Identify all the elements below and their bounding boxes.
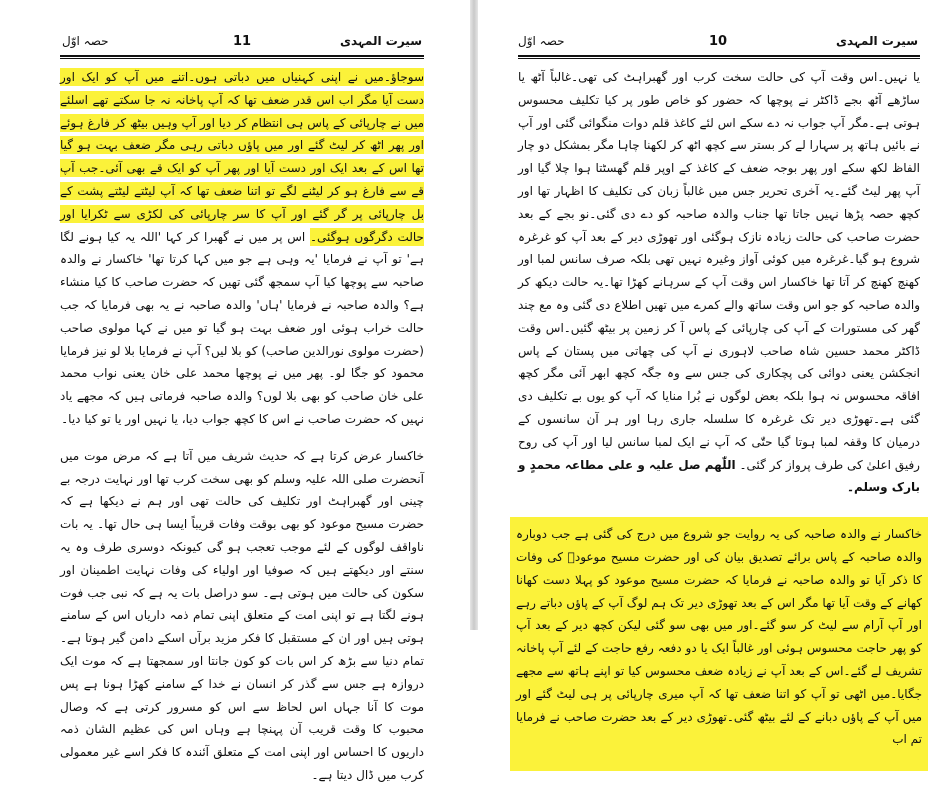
page-number: 10 — [708, 34, 728, 49]
header-rule — [60, 55, 424, 59]
paragraph — [518, 66, 920, 499]
highlighted-paragraph — [510, 517, 928, 771]
paragraph — [60, 66, 424, 431]
header-section-label: حصہ اوّل — [518, 34, 565, 48]
highlighted-text: خاکسار نے والدہ صاحبہ کی یہ روایت جو شروع میں درج کی گئی ہے جب دوبارہ والدہ صاحبہ کے پاس برائے تصدیق بیان کی اور حضرت مسیح موعودؑ کی وفات کا ذکر آیا تو والدہ صاحبہ نے فرمایا کہ حضرت مسیح موعود کو پہلا دست کھانا کھانے کے وقت آیا تھا مگر اس کے بعد تھوڑی دیر تک ہم لوگ آپ کے پاؤں دباتے رہے اور آپ آرام سے لیٹ کر سو گئے۔اور میں بھی سو گئی لیکن کچھ دیر کے بعد آپ کو پھر حاجت محسوس ہوئی اور غالباً ایک یا دو دفعہ رفع حاجت کے لئے آپ پاخانہ تشریف لے گئے۔اس کے بعد آپ نے زیادہ ضعف محسوس کیا تو اپنے ہاتھ سے مجھے جگایا۔میں اٹھی تو آپ کو اتنا ضعف تھا کہ آپ میری چارپائی پر ہی لیٹ گئے اور میں آپ کے پاؤں دبانے کے لئے بیٹھ گئی۔تھوڑی دیر کے بعد حضرت صاحب نے فرمایا تم اب — [516, 527, 922, 747]
page-number: 11 — [232, 34, 252, 49]
right-page — [478, 0, 942, 747]
closing-prayer: اللّٰھم صل علیہ و علی مطاعہ محمدٍ و بارک وسلم۔ — [518, 457, 920, 495]
paragraph-text: اس پر میں نے گھبرا کر کہا 'اللہ یہ کیا ہونے لگا ہے' تو آپ نے فرمایا 'یہ وہی ہے جو میں کہا کرتا تھا' خاکسار نے والدہ صاحبہ سے پوچھا کیا آپ سمجھ گئی تھیں کہ حضرت صاحب کا کیا منشاء ہے؟ والدہ صاحبہ نے فرمایا 'ہاں' والدہ صاحبہ نے یہ بھی فرمایا کہ جب حالت خراب ہوئی اور ضعف بہت ہو گیا تو میں نے کہا مولوی صاحب (حضرت مولوی نورالدین صاحب) کو بلا لیں؟ آپ نے فرمایا بلا لو نیز فرمایا محمود کو جگا لو۔ پھر میں نے پوچھا محمد علی خان یعنی نواب محمد علی خان صاحب کو بھی بلا لوں؟ والدہ صاحبہ فرماتی ہیں کہ مجھے یاد نہیں کہ حضرت صاحب نے اس کا کچھ جواب دیا، یا نہیں اور یا تو کیا دیا۔ — [60, 229, 424, 426]
paragraph-text: خاکسار عرض کرتا ہے کہ حدیث شریف میں آتا ہے کہ مرض موت میں آنحضرت صلی اللہ علیہ وسلم کو بھی سخت کرب تھا اور نہایت درجہ بے چینی اور گھبراہٹ اور تکلیف کی حالت تھی اور ہم نے دیکھا ہے کہ حضرت مسیح موعود کو بھی بوقت وفات قریباً ایسا ہی حال تھا۔ یہ بات ناواقف لوگوں کے لئے موجب تعجب ہو گی کیونکہ دوسری طرف وہ یہ سنتے اور دیکھتے ہیں کہ صوفیا اور اولیاء کی وفات نہایت اطمینان اور سکون کی حالت میں ہوتی ہے۔ سو دراصل بات یہ ہے کہ نبی جب فوت ہونے لگتا ہے تو اپنی امت کے متعلق اپنی تمام ذمہ داریاں اس کے سامنے ہوتی ہیں اور ان کے مستقبل کا فکر مزید برآں اسکے دامن گیر ہوتا ہے۔ تمام دنیا سے بڑھ کر اس بات کو کون جانتا اور سمجھتا ہے کہ موت ایک دروازہ ہے جس سے گذر کر انسان نے خدا کے سامنے کھڑا ہونا ہے پس موت کا آنا جہاں اس لحاظ سے اس کو مسرور کرتی ہے کہ وصال محبوب کا وقت قریب آن پہنچا ہے وہاں اس کی عظیم الشان ذمہ داریوں کا احساس اور اپنی امت کے متعلق آئندہ کا فکر اسے غیر معمولی کرب میں ڈال دیتا ہے۔ — [60, 448, 424, 782]
paragraph — [60, 445, 424, 787]
page-body — [60, 66, 424, 787]
header-section-label: حصہ اوّل — [62, 34, 109, 48]
page-body — [518, 66, 920, 771]
header-rule — [518, 55, 920, 59]
header-book-title: سیرت المہدی — [339, 34, 422, 48]
book-gutter — [470, 0, 478, 630]
page-header — [62, 34, 422, 54]
header-book-title: سیرت المہدی — [835, 34, 918, 48]
page-header — [518, 34, 918, 54]
highlighted-text: سوجاؤ۔میں نے اپنی کہنیاں میں دباتی ہوں۔اتنے میں آپ کو ایک اور دست آیا مگر اب اس قدر ضعف تھا کہ آپ پاخانہ نہ جا سکتے تھے اسلئے میں نے چارپائی کے پاس ہی انتظام کر دیا اور آپ وہیں بیٹھ کر فارغ ہوئے اور پھر اٹھ کر لیٹ گئے اور میں پاؤں دباتی رہی مگر ضعف بہت ہو گیا تھا اس کے بعد ایک اور دست آیا اور پھر آپ کو ایک قے بھی آئی۔جب آپ قے سے فارغ ہو کر لیٹنے لگے تو اتنا ضعف تھا کہ آپ لیٹتے لیٹتے پشت کے بل چارپائی پر گر گئے اور آپ کا سر چارپائی کی لکڑی سے ٹکرایا اور حالت دگرگوں ہوگئی۔ — [60, 70, 424, 244]
left-page — [0, 0, 470, 782]
paragraph-text: یا نہیں۔اس وقت آپ کی حالت سخت کرب اور گھبراہٹ کی تھی۔غالباً آٹھ یا ساڑھے آٹھ بجے ڈاکٹر نے پوچھا کہ حضور کو خاص طور پر کیا تکلیف محسوس ہوتی ہے۔مگر آپ جواب نہ دے سکے اس لئے کاغذ قلم دوات منگوائی گئی اور آپ نے بائیں ہاتھ پر سہارا لے کر بستر سے کچھ اٹھ کر لکھنا چاہا مگر بمشکل دو چار الفاظ لکھ سکے اور پھر بوجہ ضعف کے کاغذ کے اوپر قلم گھسٹتا ہوا چلا گیا اور آپ پھر لیٹ گئے۔یہ آخری تحریر جس میں غالباً زبان کی تکلیف کا اظہار تھا اور کچھ حصہ پڑھا نہیں جاتا تھا جناب والدہ صاحبہ کو دے دی گئی۔نو بجے کے بعد حضرت صاحب کی حالت زیادہ نازک ہوگئی اور تھوڑی دیر کے بعد آپ کو غرغرہ شروع ہو گیا۔غرغرہ میں کوئی آواز وغیرہ نہیں تھی بلکہ صرف سانس لمبا اور کھنچ کھنچ کر آتا تھا خاکسار اس وقت آپ کے سرہانے کھڑا تھا۔یہ حالت دیکھ کر والدہ صاحبہ کو جو اس وقت ساتھ والے کمرے میں تھیں اطلاع دی گئی وہ مع چند گھر کی مستورات کے آپ کی چارپائی کے پاس آ کر زمین پر بیٹھ گئیں۔اس وقت ڈاکٹر محمد حسین شاہ صاحب لاہوری نے آپ کی چھاتی میں پستان کے پاس انجکشن یعنی دوائی کی پچکاری کی جس سے وہ جگہ کچھ ابھر آئی مگر کچھ افاقہ محسوس نہ ہوا بلکہ بعض لوگوں نے بُرا منایا کہ آپ کو یوں بے تکلیف دی گئی ہے۔تھوڑی دیر تک غرغرہ کا سلسلہ جاری رہا اور ہر آن سانسوں کے درمیان کا وقفہ لمبا ہوتا گیا حتّٰی کہ آپ نے ایک لمبا سانس لیا اور آپ کی روح رفیق اعلیٰ کی طرف پرواز کر گئی۔ — [518, 70, 920, 472]
